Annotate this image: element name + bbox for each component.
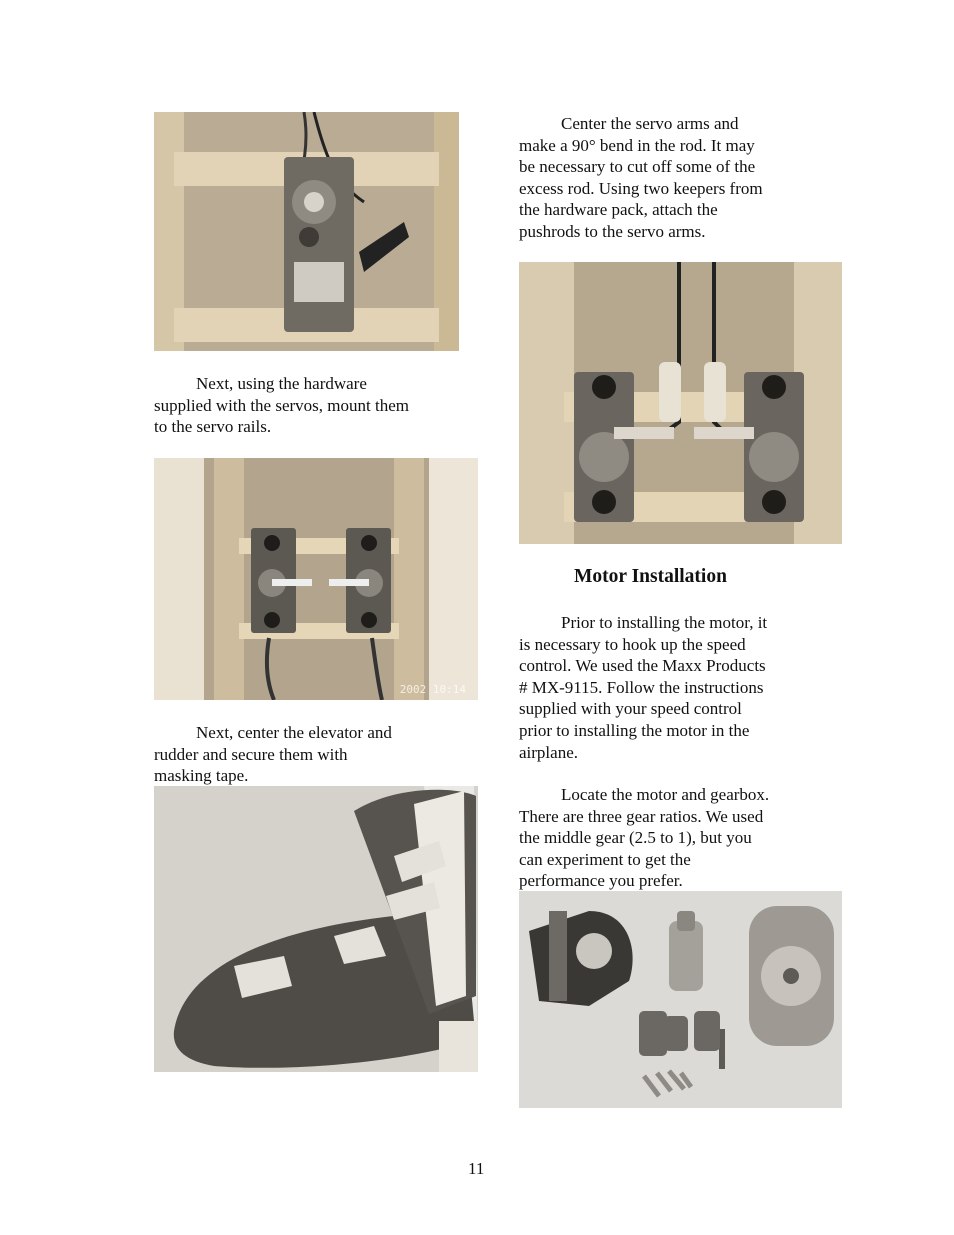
photo-tail-masking-tape bbox=[154, 786, 478, 1072]
photo-two-servos-mounted bbox=[154, 458, 478, 700]
photo-motor-gearbox-parts bbox=[519, 891, 842, 1108]
photo-single-servo bbox=[154, 112, 459, 351]
paragraph-mount-servos: Next, using the hardware supplied with the servos, mount them to the servo rails. bbox=[154, 374, 409, 437]
section-heading-motor-installation: Motor Installation bbox=[574, 566, 727, 587]
paragraph-center-servo-arms: Center the servo arms and make a 90° bend in the rod. It may be necessary to cut off some of the excess rod. Using two keepers from the hardware pack, attach the pushrods to the servo arms. bbox=[519, 114, 763, 241]
paragraph-center-elevator: Next, center the elevator and rudder and secure them with masking tape. bbox=[154, 723, 392, 786]
photo-timestamp: 2002 10:14 bbox=[399, 683, 466, 696]
photo-pushrods-servo-arms bbox=[519, 262, 842, 544]
paragraph-motor-gearbox: Locate the motor and gearbox. There are three gear ratios. We used the middle gear (2.5 to 1), but you can experiment to get the performance you prefer. bbox=[519, 785, 770, 891]
paragraph-speed-control: Prior to installing the motor, it is necessary to hook up the speed control. We used the Maxx Products # MX-9115. Follow the instructions supplied with your speed control prior to installing the motor in the airplane. bbox=[519, 613, 768, 762]
page-number: 11 bbox=[468, 1159, 485, 1178]
